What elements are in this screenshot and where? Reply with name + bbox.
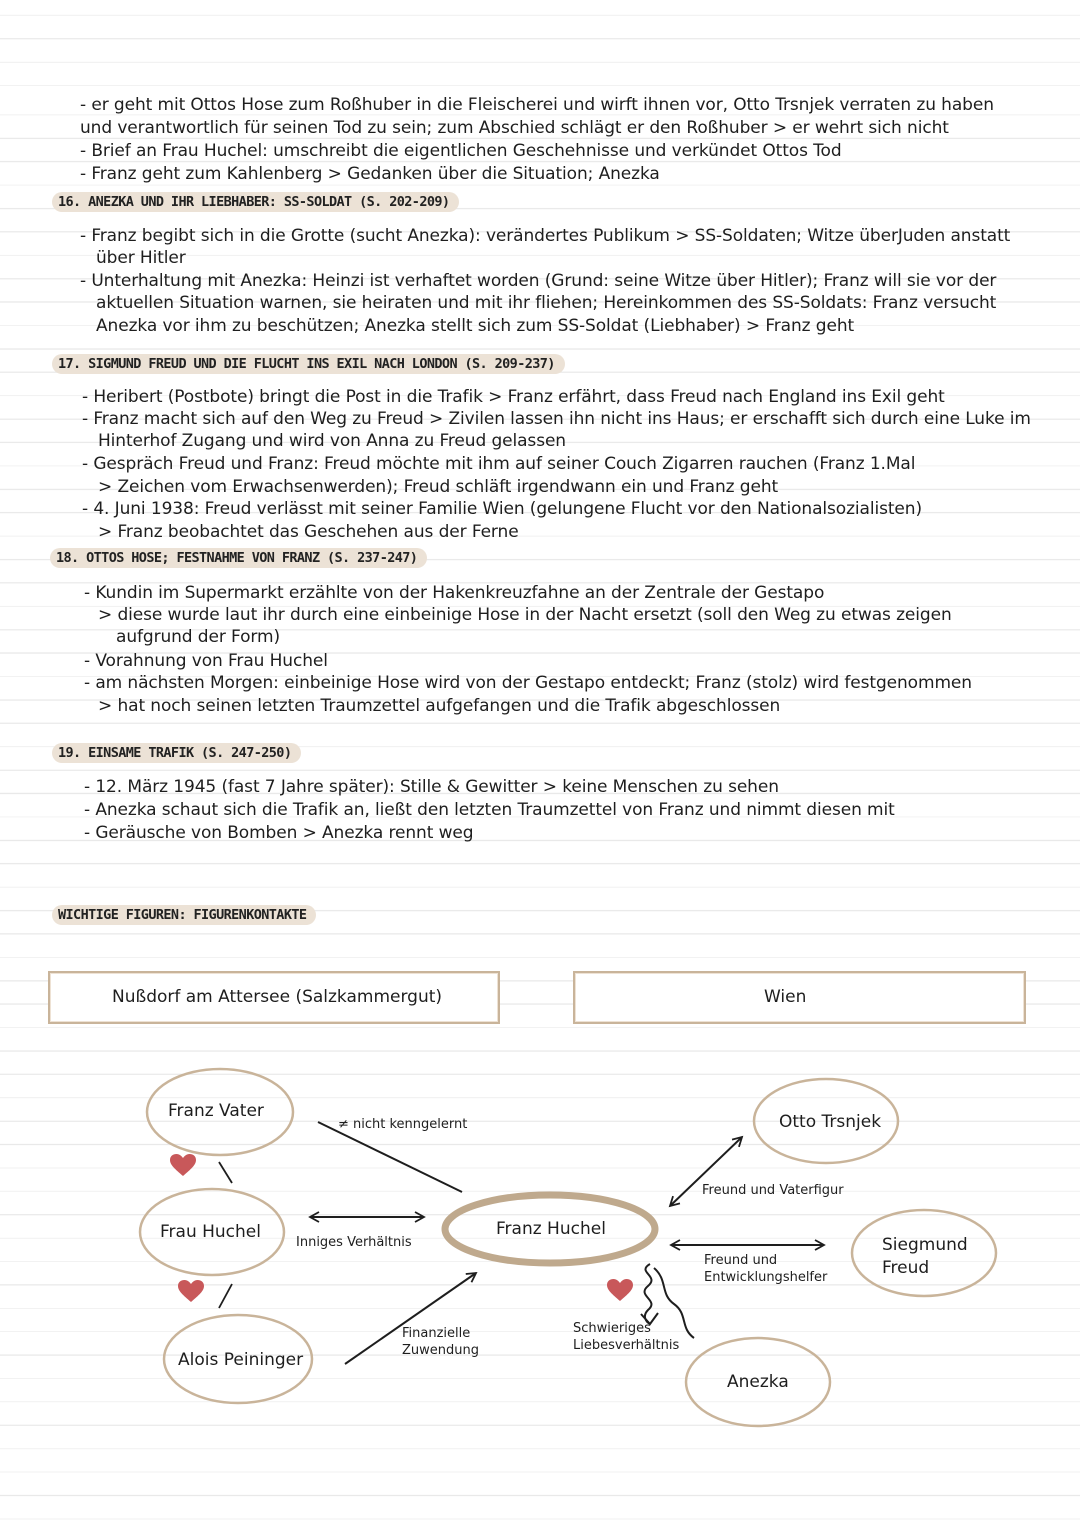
section-heading-19: 19. EINSAME TRAFIK (S. 247-250) <box>52 743 301 763</box>
edge-label-nicht-kenngelernt: ≠ nicht kenngelernt <box>338 1117 468 1132</box>
text-line: aktuellen Situation warnen, sie heiraten und mit ihr fliehen; Hereinkommen des SS-Soldats: Franz versucht <box>96 293 997 313</box>
label-otto-trsnjek: Otto Trsnjek <box>779 1112 882 1132</box>
text-line: aufgrund der Form) <box>116 627 280 647</box>
label-frau-huchel: Frau Huchel <box>160 1222 261 1242</box>
place-box-wien <box>573 971 1026 1024</box>
text-line: - Gespräch Freud und Franz: Freud möchte mit ihm auf seiner Couch Zigarren rauchen (Franz 1.Mal <box>82 454 916 474</box>
text-line: > Zeichen vom Erwachsenwerden); Freud schläft irgendwann ein und Franz geht <box>98 477 779 497</box>
label-freud: Freud <box>882 1258 930 1278</box>
text-line: - Franz macht sich auf den Weg zu Freud > Zivilen lassen ihn nicht ins Haus; er erschafft sich durch eine Luke im <box>82 409 1031 429</box>
section-heading-figures: WICHTIGE FIGUREN: FIGURENKONTAKTE <box>52 905 316 925</box>
place-label-wien: Wien <box>764 987 807 1007</box>
text-line: - Franz geht zum Kahlenberg > Gedanken über die Situation; Anezka <box>80 164 660 184</box>
edge-label-inniges: Inniges Verhältnis <box>296 1235 412 1250</box>
section-heading-17: 17. SIGMUND FREUD UND DIE FLUCHT INS EXIL NACH LONDON (S. 209-237) <box>52 354 565 374</box>
text-line: - Heribert (Postbote) bringt die Post in die Trafik > Franz erfährt, dass Freud nach England ins Exil geht <box>82 387 945 407</box>
text-line: - 4. Juni 1938: Freud verlässt mit seiner Familie Wien (gelungene Flucht vor den Nationalsozialisten) <box>82 499 922 519</box>
text-line: - Franz begibt sich in die Grotte (sucht Anezka): verändertes Publikum > SS-Soldaten; Witze überJuden anstatt <box>80 226 1011 246</box>
label-franz-huchel: Franz Huchel <box>496 1219 606 1239</box>
text-line: - er geht mit Ottos Hose zum Roßhuber in die Fleischerei und wirft ihnen vor, Otto Trsnjek verraten zu haben <box>80 95 994 115</box>
family-link <box>219 1162 232 1183</box>
edge-franz-vater <box>318 1122 462 1192</box>
text-line: Anezka vor ihm zu beschützen; Anezka stellt sich zum SS-Soldat (Liebhaber) > Franz geht <box>96 316 855 336</box>
text-line: Hinterhof Zugang und wird von Anna zu Freud gelassen <box>98 431 566 451</box>
edge-label-finanzielle: Finanzielle <box>402 1326 471 1341</box>
label-franz-vater: Franz Vater <box>168 1101 264 1121</box>
text-line: - am nächsten Morgen: einbeinige Hose wird von der Gestapo entdeckt; Franz (stolz) wird festgenommen <box>84 673 972 693</box>
text-line: - Anezka schaut sich die Trafik an, ließt den letzten Traumzettel von Franz und nimmt diesen mit <box>84 800 895 820</box>
edge-label-freud-1: Freund und <box>704 1253 778 1268</box>
heart-icon <box>607 1279 633 1301</box>
label-siegmund: Siegmund <box>882 1235 968 1255</box>
section-heading-18: 18. OTTOS HOSE; FESTNAHME VON FRANZ (S. 237-247) <box>50 548 427 568</box>
edge-label-anezka-2: Liebesverhältnis <box>573 1338 680 1353</box>
section-heading-16: 16. ANEZKA UND IHR LIEBHABER: SS-SOLDAT (S. 202-209) <box>52 192 459 212</box>
edge-anezka <box>645 1264 652 1324</box>
text-line: > diese wurde laut ihr durch eine einbeinige Hose in der Nacht ersetzt (soll den Weg zu etwas zeigen <box>98 605 952 625</box>
edge-anezka <box>654 1268 694 1338</box>
text-line: - Kundin im Supermarkt erzählte von der Hakenkreuzfahne an der Zentrale der Gestapo <box>84 583 825 603</box>
place-label-nussdorf: Nußdorf am Attersee (Salzkammergut) <box>112 987 443 1007</box>
text-line: über Hitler <box>96 248 186 268</box>
text-line: - Geräusche von Bomben > Anezka rennt weg <box>84 823 474 843</box>
text-line: > hat noch seinen letzten Traumzettel aufgefangen und die Trafik abgeschlossen <box>98 696 781 716</box>
family-link <box>219 1284 232 1308</box>
place-box-nussdorf <box>48 971 500 1024</box>
text-line: - Unterhaltung mit Anezka: Heinzi ist verhaftet worden (Grund: seine Witze über Hitler); Franz will sie vor der <box>80 271 997 291</box>
text-line: - Vorahnung von Frau Huchel <box>84 651 328 671</box>
heart-icon <box>178 1280 204 1302</box>
figure-diagram <box>0 1040 1080 1460</box>
label-alois-peininger: Alois Peininger <box>178 1350 304 1370</box>
heart-icon <box>170 1154 196 1176</box>
edge-label-otto: Freund und Vaterfigur <box>702 1183 844 1198</box>
label-anezka: Anezka <box>727 1372 789 1392</box>
edge-label-zuwendung: Zuwendung <box>402 1343 479 1358</box>
text-line: - Brief an Frau Huchel: umschreibt die eigentlichen Geschehnisse und verkündet Ottos Tod <box>80 141 842 161</box>
edge-label-freud-2: Entwicklungshelfer <box>704 1270 828 1285</box>
edge-label-anezka-1: Schwieriges <box>573 1321 651 1336</box>
text-line: und verantwortlich für seinen Tod zu sein; zum Abschied schlägt er den Roßhuber > er wehrt sich nicht <box>80 118 949 138</box>
text-line: > Franz beobachtet das Geschehen aus der Ferne <box>98 522 519 542</box>
text-line: - 12. März 1945 (fast 7 Jahre später): Stille & Gewitter > keine Menschen zu sehen <box>84 777 779 797</box>
